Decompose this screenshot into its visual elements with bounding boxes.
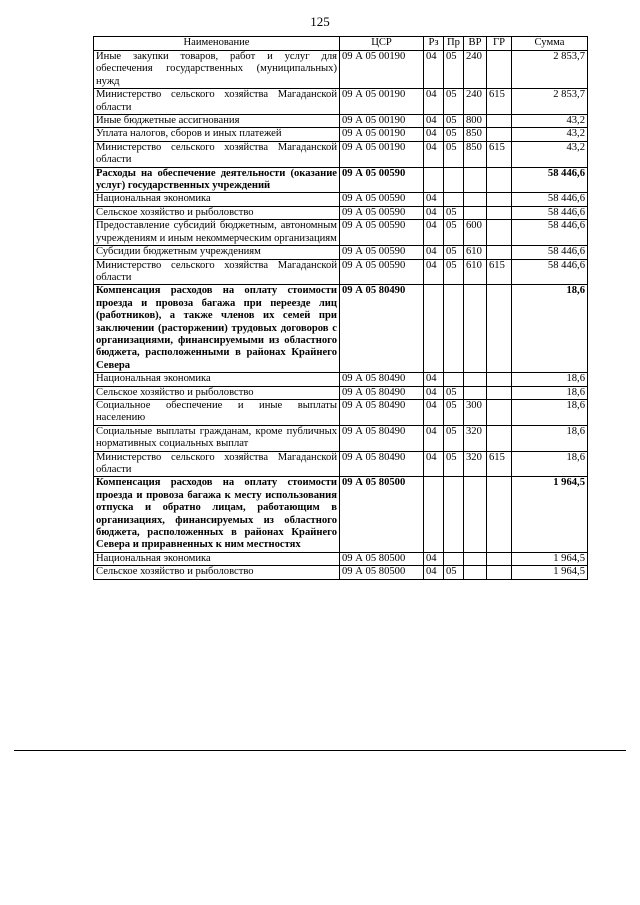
- table-row: [94, 451, 588, 477]
- table-row: [94, 373, 588, 386]
- cell-csr: 09 А 05 00190: [340, 115, 424, 128]
- cell-vr: 800: [464, 115, 487, 128]
- table-row: [94, 259, 588, 285]
- cell-sum: 58 446,6: [512, 167, 588, 193]
- cell-pr: 05: [444, 451, 464, 477]
- page-number: 125: [310, 14, 330, 29]
- cell-pr: 05: [444, 206, 464, 219]
- cell-gr: [487, 220, 512, 246]
- cell-csr: 09 А 05 00190: [340, 89, 424, 115]
- header-pr: Пр: [444, 37, 464, 51]
- cell-csr: 09 А 05 00590: [340, 167, 424, 193]
- cell-gr: 615: [487, 259, 512, 285]
- cell-name: Сельское хозяйство и рыболовство: [94, 386, 340, 399]
- cell-sum: 2 853,7: [512, 89, 588, 115]
- cell-sum: 18,6: [512, 285, 588, 373]
- cell-name: Национальная экономика: [94, 193, 340, 206]
- cell-vr: [464, 477, 487, 552]
- cell-csr: 09 А 05 00590: [340, 259, 424, 285]
- cell-sum: 58 446,6: [512, 259, 588, 285]
- cell-csr: 09 А 05 80500: [340, 477, 424, 552]
- cell-pr: 05: [444, 566, 464, 579]
- cell-vr: [464, 386, 487, 399]
- cell-pr: [444, 167, 464, 193]
- cell-name: Национальная экономика: [94, 552, 340, 565]
- header-vr: ВР: [464, 37, 487, 51]
- cell-rz: 04: [424, 193, 444, 206]
- cell-vr: [464, 193, 487, 206]
- cell-name: Субсидии бюджетным учреждениям: [94, 246, 340, 259]
- cell-vr: 320: [464, 425, 487, 451]
- table-row: [94, 552, 588, 565]
- cell-pr: 05: [444, 89, 464, 115]
- cell-pr: [444, 285, 464, 373]
- cell-pr: 05: [444, 246, 464, 259]
- cell-csr: 09 А 05 00190: [340, 128, 424, 141]
- cell-sum: 18,6: [512, 399, 588, 425]
- cell-gr: [487, 425, 512, 451]
- cell-csr: 09 А 05 80500: [340, 566, 424, 579]
- cell-pr: 05: [444, 51, 464, 89]
- cell-rz: 04: [424, 206, 444, 219]
- cell-csr: 09 А 05 80490: [340, 451, 424, 477]
- header-gr: ГР: [487, 37, 512, 51]
- table-row: [94, 477, 588, 552]
- cell-pr: 05: [444, 399, 464, 425]
- header-sum: Сумма: [512, 37, 588, 51]
- cell-name: Министерство сельского хозяйства Магаданской области: [94, 259, 340, 285]
- cell-vr: 240: [464, 51, 487, 89]
- cell-pr: 05: [444, 220, 464, 246]
- cell-csr: 09 А 05 00590: [340, 206, 424, 219]
- cell-csr: 09 А 05 00590: [340, 246, 424, 259]
- cell-gr: 615: [487, 141, 512, 167]
- cell-sum: 18,6: [512, 425, 588, 451]
- cell-csr: 09 А 05 80490: [340, 285, 424, 373]
- cell-gr: [487, 373, 512, 386]
- cell-vr: 610: [464, 246, 487, 259]
- table-row: [94, 220, 588, 246]
- cell-vr: 600: [464, 220, 487, 246]
- cell-vr: [464, 552, 487, 565]
- cell-name: Социальные выплаты гражданам, кроме публичных нормативных социальных выплат: [94, 425, 340, 451]
- cell-gr: [487, 246, 512, 259]
- cell-rz: 04: [424, 425, 444, 451]
- cell-gr: [487, 206, 512, 219]
- cell-csr: 09 А 05 00590: [340, 220, 424, 246]
- cell-rz: 04: [424, 399, 444, 425]
- cell-sum: 1 964,5: [512, 552, 588, 565]
- cell-vr: 850: [464, 141, 487, 167]
- cell-name: Сельское хозяйство и рыболовство: [94, 206, 340, 219]
- cell-sum: 18,6: [512, 451, 588, 477]
- cell-name: Социальное обеспечение и иные выплаты населению: [94, 399, 340, 425]
- cell-sum: 1 964,5: [512, 477, 588, 552]
- cell-pr: 05: [444, 386, 464, 399]
- cell-gr: [487, 115, 512, 128]
- table-row: [94, 51, 588, 89]
- table-row: [94, 167, 588, 193]
- cell-vr: 320: [464, 451, 487, 477]
- table-body: [94, 51, 588, 580]
- cell-gr: 615: [487, 451, 512, 477]
- cell-rz: 04: [424, 386, 444, 399]
- cell-name: Иные бюджетные ассигнования: [94, 115, 340, 128]
- cell-name: Министерство сельского хозяйства Магаданской области: [94, 451, 340, 477]
- header-name: Наименование: [94, 37, 340, 51]
- cell-rz: [424, 477, 444, 552]
- cell-rz: [424, 167, 444, 193]
- cell-rz: [424, 285, 444, 373]
- cell-vr: 610: [464, 259, 487, 285]
- table-row: [94, 193, 588, 206]
- cell-name: Компенсация расходов на оплату стоимости проезда и провоза багажа при переезде лиц (работников), а также членов их семей при заключении (расторжении) трудовых договоров с организациями, финансируемыми из областного бюджета, расположенными в районах Крайнего Севера: [94, 285, 340, 373]
- cell-sum: 18,6: [512, 386, 588, 399]
- cell-sum: 58 446,6: [512, 206, 588, 219]
- cell-gr: 615: [487, 89, 512, 115]
- cell-rz: 04: [424, 246, 444, 259]
- cell-sum: 43,2: [512, 128, 588, 141]
- cell-gr: [487, 285, 512, 373]
- cell-rz: 04: [424, 259, 444, 285]
- header-rz: Рз: [424, 37, 444, 51]
- footer-rule: [14, 750, 626, 751]
- cell-csr: 09 А 05 80490: [340, 399, 424, 425]
- cell-name: Национальная экономика: [94, 373, 340, 386]
- cell-sum: 2 853,7: [512, 51, 588, 89]
- cell-rz: 04: [424, 220, 444, 246]
- cell-csr: 09 А 05 80500: [340, 552, 424, 565]
- cell-rz: 04: [424, 552, 444, 565]
- cell-vr: [464, 566, 487, 579]
- header-csr: ЦСР: [340, 37, 424, 51]
- cell-rz: 04: [424, 141, 444, 167]
- cell-rz: 04: [424, 51, 444, 89]
- table-row: [94, 206, 588, 219]
- cell-pr: 05: [444, 141, 464, 167]
- cell-pr: 05: [444, 259, 464, 285]
- cell-vr: [464, 285, 487, 373]
- cell-pr: [444, 193, 464, 206]
- cell-sum: 58 446,6: [512, 220, 588, 246]
- cell-csr: 09 А 05 00590: [340, 193, 424, 206]
- cell-vr: 850: [464, 128, 487, 141]
- cell-pr: 05: [444, 115, 464, 128]
- cell-vr: [464, 206, 487, 219]
- cell-csr: 09 А 05 80490: [340, 425, 424, 451]
- cell-gr: [487, 167, 512, 193]
- cell-gr: [487, 51, 512, 89]
- table-row: [94, 399, 588, 425]
- cell-name: Сельское хозяйство и рыболовство: [94, 566, 340, 579]
- cell-gr: [487, 566, 512, 579]
- cell-name: Уплата налогов, сборов и иных платежей: [94, 128, 340, 141]
- header-row: [94, 37, 588, 51]
- cell-name: Министерство сельского хозяйства Магаданской области: [94, 89, 340, 115]
- cell-gr: [487, 193, 512, 206]
- cell-sum: 58 446,6: [512, 246, 588, 259]
- cell-name: Расходы на обеспечение деятельности (оказание услуг) государственных учреждений: [94, 167, 340, 193]
- cell-name: Компенсация расходов на оплату стоимости проезда и провоза багажа к месту использования отпуска и обратно лицам, работающим в организациях, финансируемых из областного бюджета, расположенных в районах Крайнего Севера и приравненных к ним местностях: [94, 477, 340, 552]
- cell-vr: [464, 373, 487, 386]
- cell-vr: 300: [464, 399, 487, 425]
- cell-gr: [487, 399, 512, 425]
- cell-vr: 240: [464, 89, 487, 115]
- cell-name: Предоставление субсидий бюджетным, автономным учреждениям и иным некоммерческим организациям: [94, 220, 340, 246]
- cell-sum: 43,2: [512, 115, 588, 128]
- cell-sum: 1 964,5: [512, 566, 588, 579]
- cell-sum: 43,2: [512, 141, 588, 167]
- table-row: [94, 141, 588, 167]
- table-row: [94, 89, 588, 115]
- cell-rz: 04: [424, 373, 444, 386]
- cell-gr: [487, 477, 512, 552]
- cell-rz: 04: [424, 128, 444, 141]
- table-row: [94, 128, 588, 141]
- cell-rz: 04: [424, 451, 444, 477]
- cell-gr: [487, 552, 512, 565]
- cell-csr: 09 А 05 00190: [340, 51, 424, 89]
- table-row: [94, 285, 588, 373]
- cell-sum: 18,6: [512, 373, 588, 386]
- cell-csr: 09 А 05 80490: [340, 386, 424, 399]
- cell-pr: 05: [444, 425, 464, 451]
- cell-csr: 09 А 05 80490: [340, 373, 424, 386]
- cell-sum: 58 446,6: [512, 193, 588, 206]
- table-row: [94, 246, 588, 259]
- cell-pr: [444, 373, 464, 386]
- table-row: [94, 115, 588, 128]
- cell-pr: [444, 552, 464, 565]
- cell-rz: 04: [424, 566, 444, 579]
- table-row: [94, 566, 588, 579]
- cell-name: Министерство сельского хозяйства Магаданской области: [94, 141, 340, 167]
- cell-pr: 05: [444, 128, 464, 141]
- cell-gr: [487, 128, 512, 141]
- cell-vr: [464, 167, 487, 193]
- cell-name: Иные закупки товаров, работ и услуг для обеспечения государственных (муниципальных) нужд: [94, 51, 340, 89]
- table-row: [94, 386, 588, 399]
- cell-rz: 04: [424, 115, 444, 128]
- cell-pr: [444, 477, 464, 552]
- table-row: [94, 425, 588, 451]
- cell-csr: 09 А 05 00190: [340, 141, 424, 167]
- budget-table: [93, 36, 588, 580]
- cell-gr: [487, 386, 512, 399]
- cell-rz: 04: [424, 89, 444, 115]
